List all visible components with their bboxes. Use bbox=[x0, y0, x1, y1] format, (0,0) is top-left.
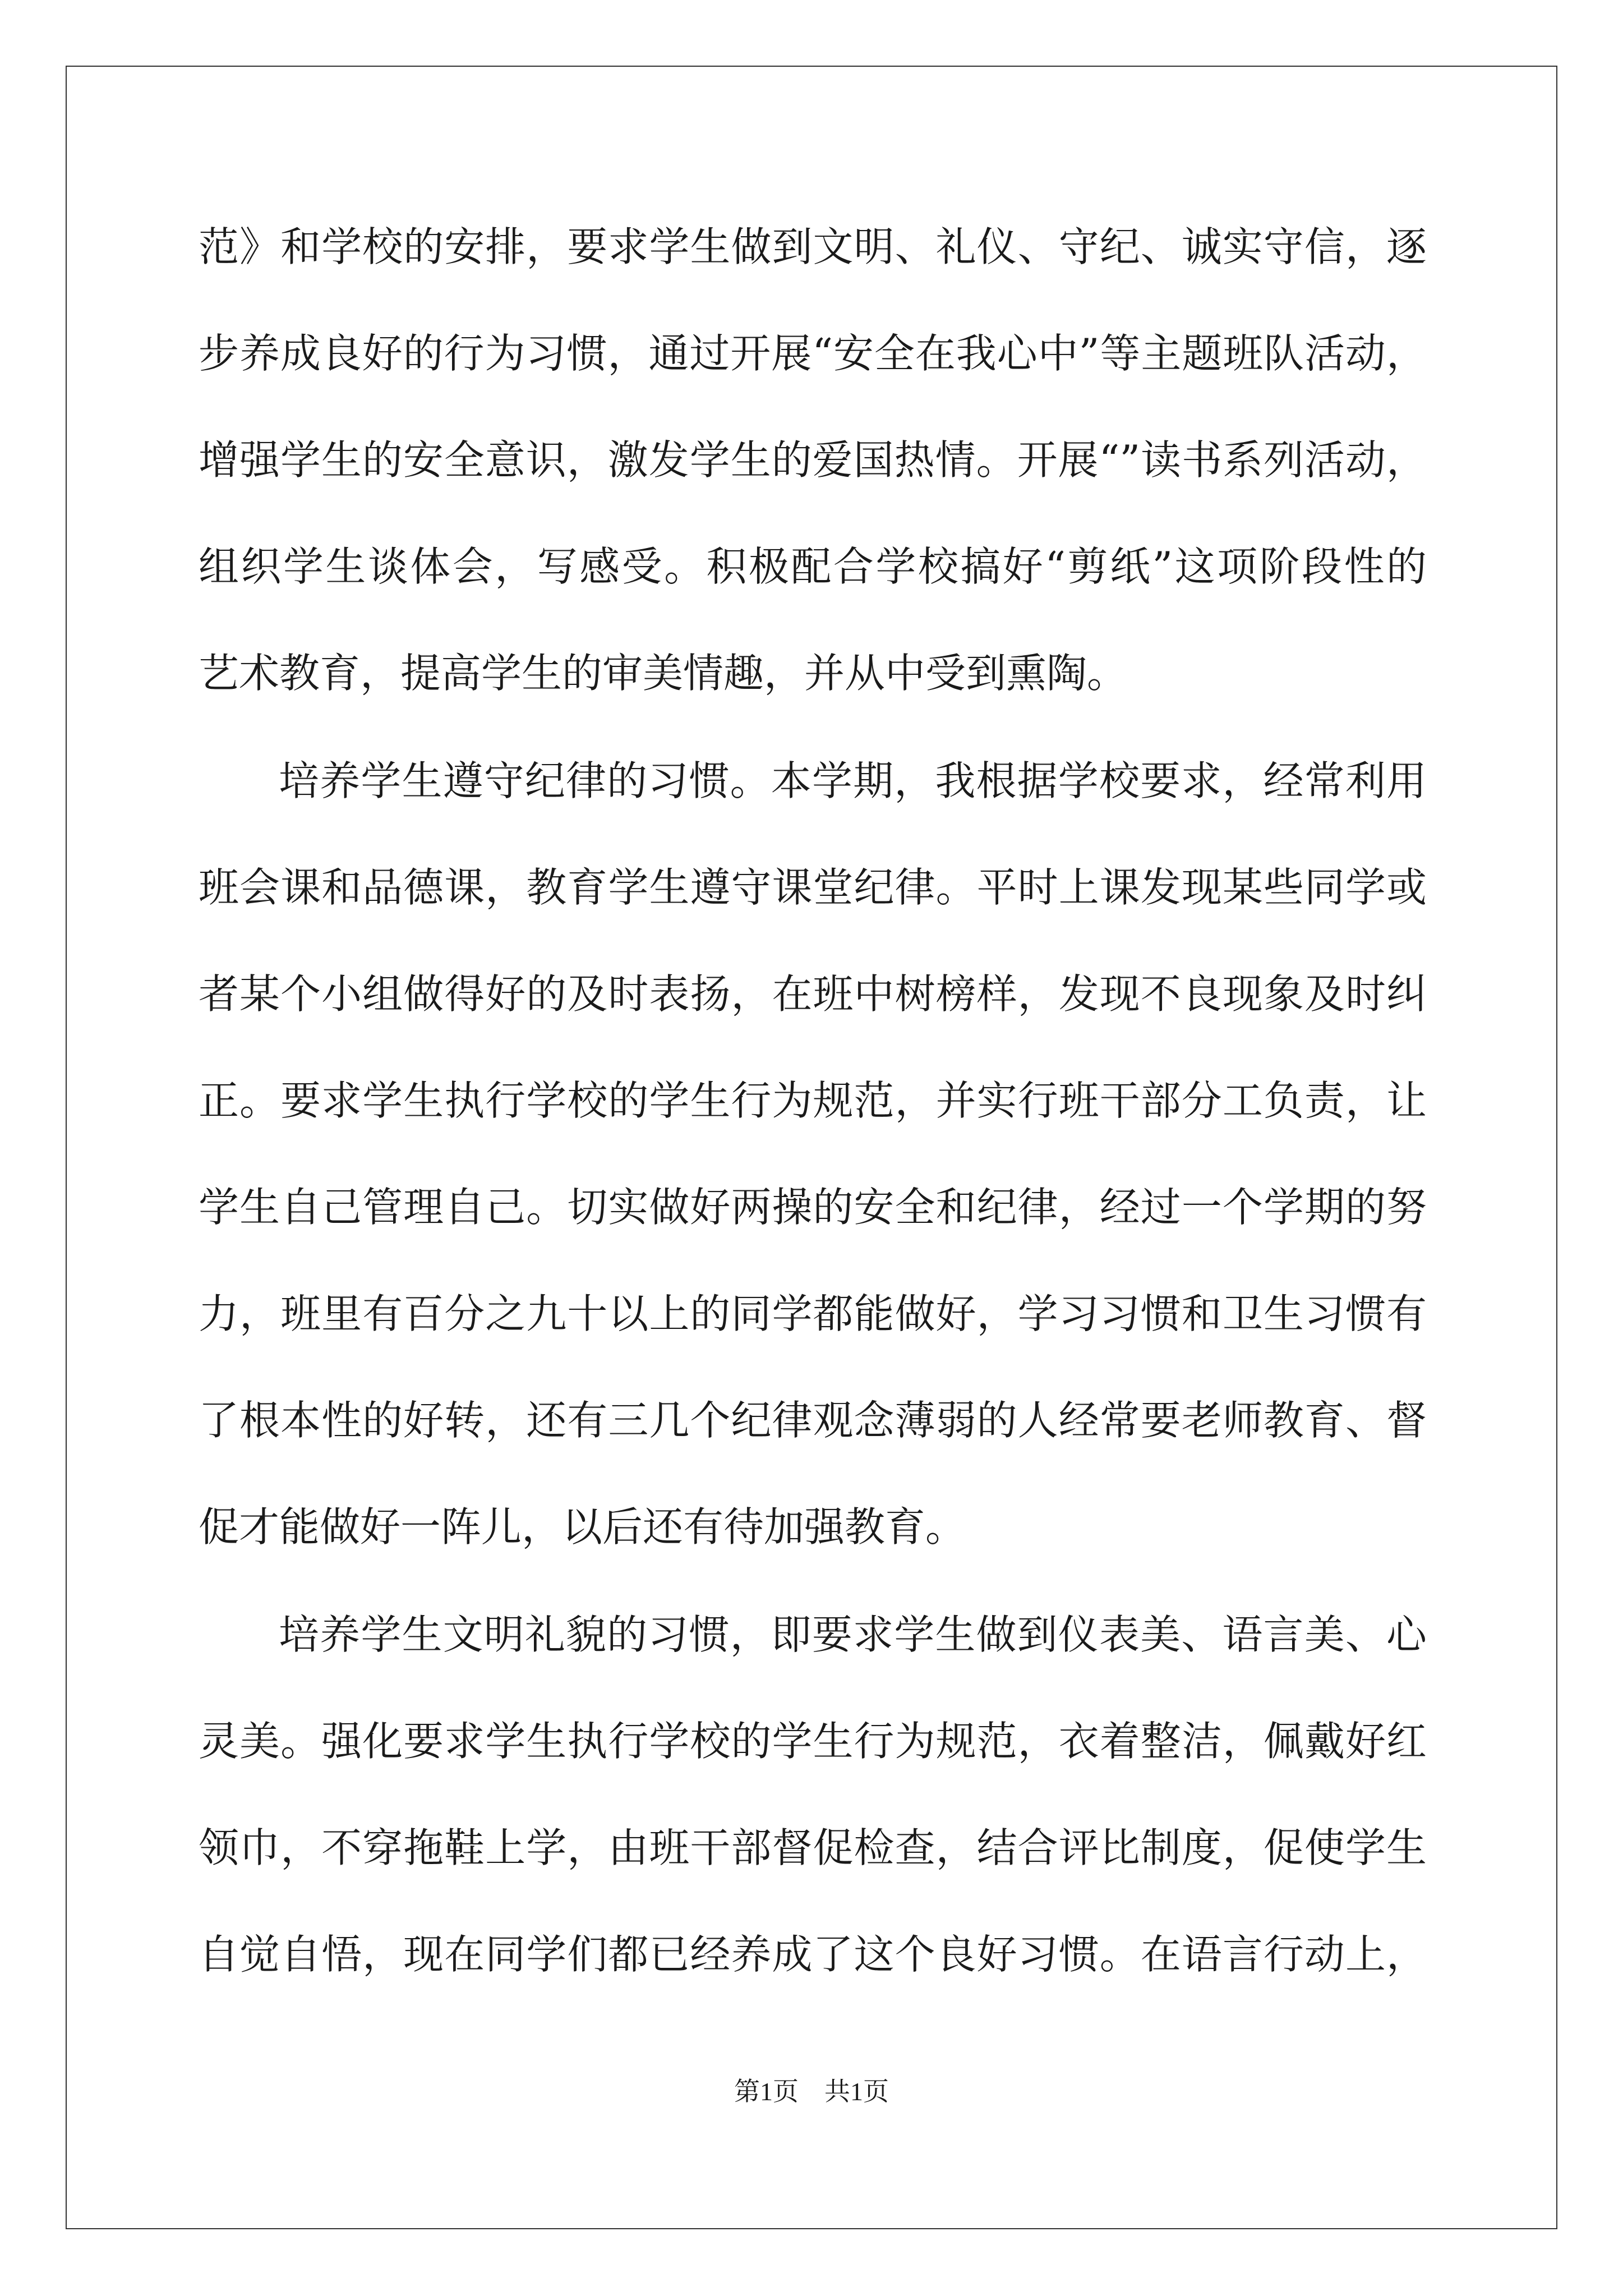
body-line-10: 学生自己管理自己。切实做好两操的安全和纪律，经过一个学期的努 bbox=[199, 1184, 1427, 1231]
body-line-9: 正。要求学生执行学校的学生行为规范，并实行班干部分工负责，让 bbox=[199, 1077, 1427, 1124]
page-number: 第1页 bbox=[734, 2077, 799, 2106]
body-line-15: 灵美。强化要求学生执行学校的学生行为规范，衣着整洁，佩戴好红 bbox=[199, 1718, 1427, 1765]
page-footer bbox=[0, 2079, 1623, 2105]
page-total: 共1页 bbox=[824, 2077, 889, 2106]
body-line-11: 力，班里有百分之九十以上的同学都能做好，学习习惯和卫生习惯有 bbox=[199, 1290, 1427, 1337]
body-line-17: 自觉自悟，现在同学们都已经养成了这个良好习惯。在语言行动上， bbox=[199, 1931, 1427, 1978]
body-line-12: 了根本性的好转，还有三几个纪律观念薄弱的人经常要老师教育、督 bbox=[199, 1397, 1427, 1444]
body-line-13: 促才能做好一阵儿，以后还有待加强教育。 bbox=[199, 1503, 966, 1550]
body-line-14: 培养学生文明礼貌的习惯，即要求学生做到仪表美、语言美、心 bbox=[279, 1611, 1427, 1658]
page-border bbox=[66, 66, 1557, 2229]
body-line-3: 增强学生的安全意识，激发学生的爱国热情。开展“”读书系列活动， bbox=[199, 436, 1427, 484]
body-line-2: 步养成良好的行为习惯，通过开展“安全在我心中”等主题班队活动， bbox=[199, 330, 1427, 377]
body-line-1: 范》和学校的安排，要求学生做到文明、礼仪、守纪、诚实守信，逐 bbox=[199, 223, 1427, 270]
body-line-16: 领巾，不穿拖鞋上学，由班干部督促检查，结合评比制度，促使学生 bbox=[199, 1824, 1427, 1871]
body-line-7: 班会课和品德课，教育学生遵守课堂纪律。平时上课发现某些同学或 bbox=[199, 864, 1427, 911]
body-line-5: 艺术教育，提高学生的审美情趣，并从中受到熏陶。 bbox=[199, 650, 1128, 697]
body-line-8: 者某个小组做得好的及时表扬，在班中树榜样，发现不良现象及时纠 bbox=[199, 970, 1427, 1018]
body-line-4: 组织学生谈体会，写感受。积极配合学校搞好“剪纸”这项阶段性的 bbox=[199, 543, 1427, 590]
body-line-6: 培养学生遵守纪律的习惯。本学期，我根据学校要求，经常利用 bbox=[279, 757, 1427, 804]
